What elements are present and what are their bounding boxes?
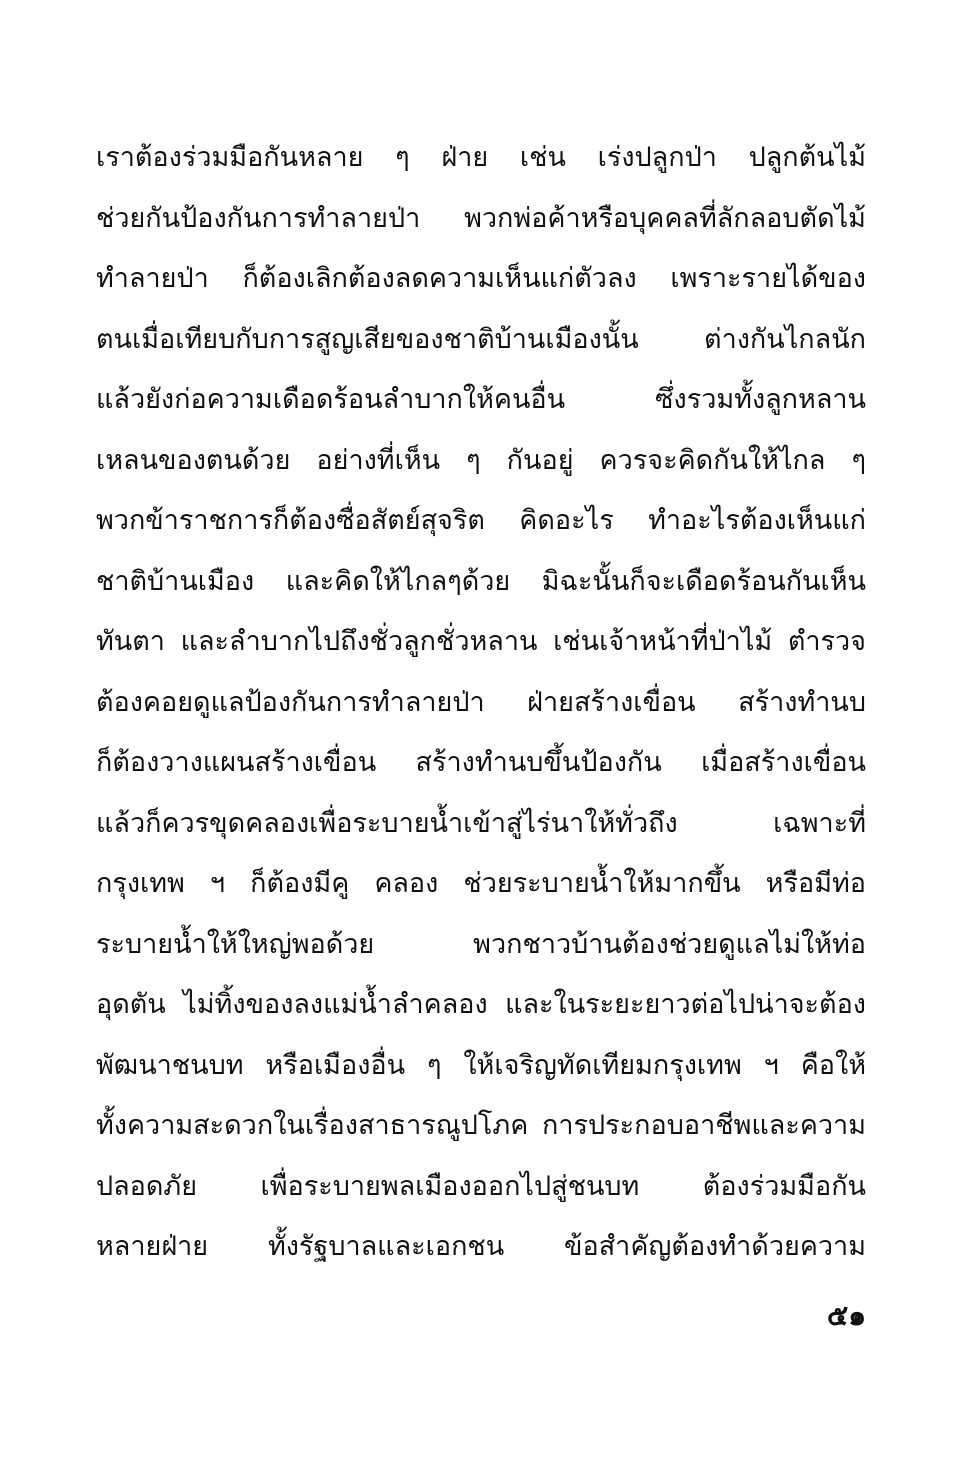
text-line: ทั้งความสะดวกในเรื่องสาธารณูปโภค การประกอบอาชีพและความ [96, 1110, 866, 1141]
text-line: หลายฝ่าย ทั้งรัฐบาลและเอกชน ข้อสำคัญต้องทำด้วยความ [96, 1231, 866, 1262]
body-text [96, 128, 866, 1278]
text-line: ตนเมื่อเทียบกับการสูญเสียของชาติบ้านเมืองนั้น ต่างกันไกลนัก [96, 323, 866, 355]
text-line: แล้วยังก่อความเดือดร้อนลำบากให้คนอื่น ซึ่งรวมทั้งลูกหลาน [96, 384, 866, 415]
text-line: พวกข้าราชการก็ต้องซื่อสัตย์สุจริต คิดอะไร ทำอะไรต้องเห็นแก่ [96, 505, 866, 536]
text-line: ต้องคอยดูแลป้องกันการทำลายป่า ฝ่ายสร้างเขื่อน สร้างทำนบ [96, 686, 866, 718]
text-line: ระบายน้ำให้ใหญ่พอด้วย พวกชาวบ้านต้องช่วยดูแลไม่ให้ท่อ [96, 928, 866, 960]
page-number: ๕๑ [827, 1299, 866, 1332]
text-line: กรุงเทพ ฯ ก็ต้องมีคู คลอง ช่วยระบายน้ำให้มากขึ้น หรือมีท่อ [96, 868, 866, 899]
text-line: อุดตัน ไม่ทิ้งของลงแม่น้ำลำคลอง และในระยะยาวต่อไปน่าจะต้อง [96, 989, 866, 1020]
text-line: ทันตา และลำบากไปถึงชั่วลูกชั่วหลาน เช่นเจ้าหน้าที่ป่าไม้ ตำรวจ [96, 626, 866, 657]
text-line: ปลอดภัย เพื่อระบายพลเมืองออกไปสู่ชนบท ต้องร่วมมือกัน [96, 1170, 866, 1202]
text-line: พัฒนาชนบท หรือเมืองอื่น ๆ ให้เจริญทัดเทียมกรุงเทพ ฯ คือให้ [96, 1049, 866, 1081]
text-line: แล้วก็ควรขุดคลองเพื่อระบายน้ำเข้าสู่ไร่นาให้ทั่วถึง เฉพาะที่ [96, 807, 866, 839]
text-line: ทำลายป่า ก็ต้องเลิกต้องลดความเห็นแก่ตัวลง เพราะรายได้ของ [96, 263, 866, 294]
text-line: ก็ต้องวางแผนสร้างเขื่อน สร้างทำนบขึ้นป้องกัน เมื่อสร้างเขื่อน [96, 747, 866, 778]
text-line: เหลนของตนด้วย อย่างที่เห็น ๆ กันอยู่ ควรจะคิดกันให้ไกล ๆ [96, 444, 866, 476]
text-line: ช่วยกันป้องกันการทำลายป่า พวกพ่อค้าหรือบุคคลที่ลักลอบตัดไม้ [96, 202, 866, 234]
text-line: ชาติบ้านเมือง และคิดให้ไกลๆด้วย มิฉะนั้นก็จะเดือดร้อนกันเห็น [96, 565, 866, 597]
text-line: เราต้องร่วมมือกันหลาย ๆ ฝ่าย เช่น เร่งปลูกป่า ปลูกต้นไม้ [96, 142, 866, 173]
